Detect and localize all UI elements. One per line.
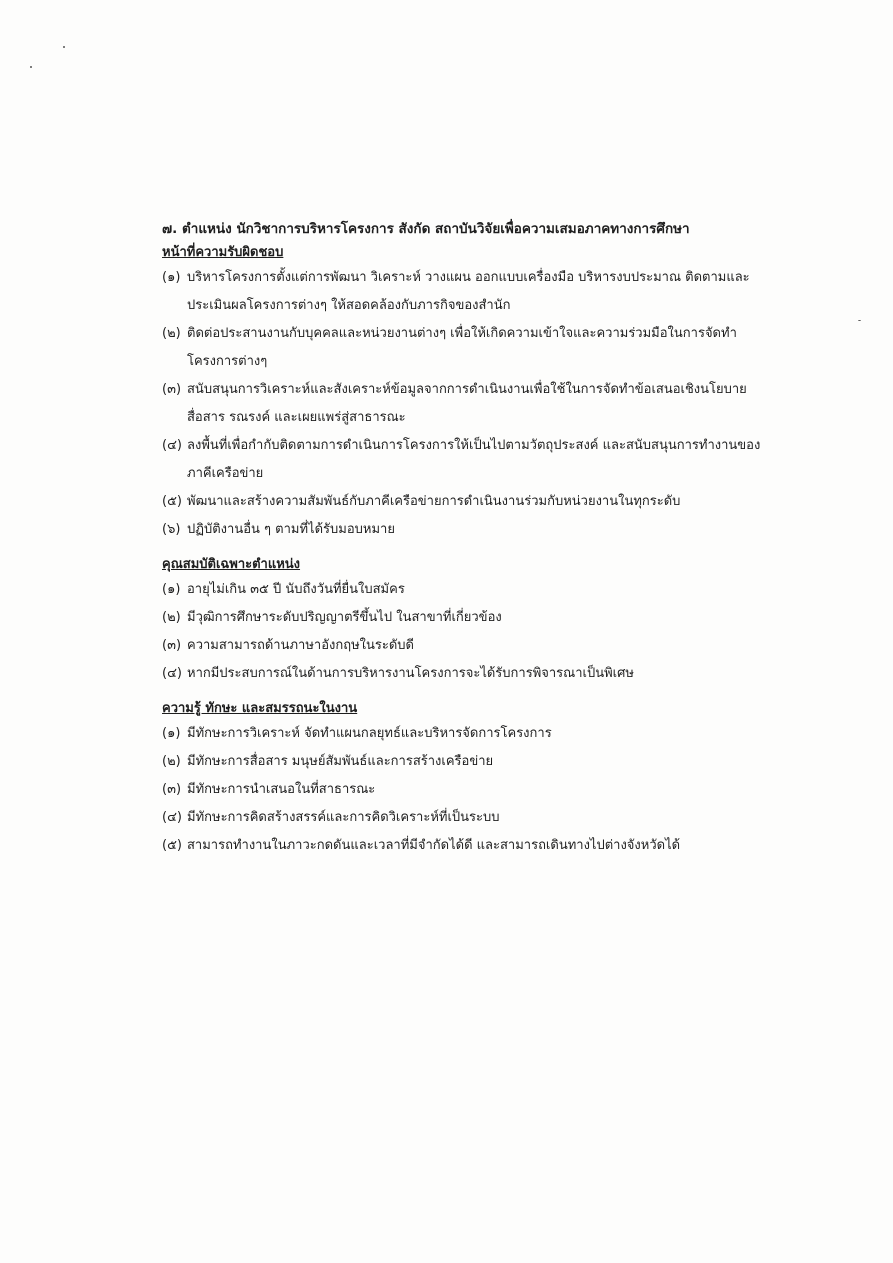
item-text: ความสามารถด้านภาษาอังกฤษในระดับดี	[187, 638, 414, 653]
item-text: มีทักษะการวิเคราะห์ จัดทำแผนกลยุทธ์และบริหารจัดการโครงการ	[187, 726, 552, 741]
scan-speck	[63, 46, 65, 48]
list-item	[162, 632, 822, 660]
list-item	[162, 720, 822, 748]
section-heading: คุณสมบัติเฉพาะตำแหน่ง	[162, 557, 301, 572]
section-skills	[162, 698, 822, 860]
list-item	[162, 488, 822, 516]
list-item	[162, 432, 822, 488]
item-number: (๕)	[162, 838, 182, 853]
item-text: พัฒนาและสร้างความสัมพันธ์กับภาคีเครือข่ายการดำเนินงานร่วมกับหน่วยงานในทุกระดับ	[187, 494, 681, 509]
list-item	[162, 604, 822, 632]
item-number: (๖)	[162, 522, 181, 537]
item-number: (๑)	[162, 582, 181, 597]
item-number: (๑)	[162, 726, 181, 741]
item-text: ติดต่อประสานงานกับบุคคลและหน่วยงานต่างๆ เพื่อให้เกิดความเข้าใจและความร่วมมือในการจัดทำ โครงการต่างๆ	[187, 326, 737, 369]
list-item	[162, 748, 822, 776]
item-number: (๒)	[162, 326, 181, 341]
item-number: (๔)	[162, 666, 182, 681]
item-text: มีวุฒิการศึกษาระดับปริญญาตรีขึ้นไป ในสาขาที่เกี่ยวข้อง	[187, 610, 502, 625]
item-number: (๔)	[162, 438, 182, 453]
list-item	[162, 832, 822, 860]
list-item	[162, 576, 822, 604]
scan-speck	[858, 320, 861, 321]
item-text: มีทักษะการคิดสร้างสรรค์และการคิดวิเคราะห์ที่เป็นระบบ	[187, 810, 500, 825]
section-responsibilities	[162, 242, 822, 544]
item-text: มีทักษะการสื่อสาร มนุษย์สัมพันธ์และการสร้างเครือข่าย	[187, 754, 494, 769]
item-number: (๓)	[162, 782, 182, 797]
item-number: (๕)	[162, 494, 182, 509]
item-text: อายุไม่เกิน ๓๕ ปี นับถึงวันที่ยื่นใบสมัคร	[187, 582, 405, 597]
section-qualifications	[162, 554, 822, 688]
item-number: (๓)	[162, 382, 182, 397]
list-item	[162, 264, 822, 320]
item-text: ปฏิบัติงานอื่น ๆ ตามที่ได้รับมอบหมาย	[187, 522, 395, 537]
item-number: (๓)	[162, 638, 182, 653]
item-text: ลงพื้นที่เพื่อกำกับติดตามการดำเนินการโครงการให้เป็นไปตามวัตถุประสงค์ และสนับสนุนการทำงานของ ภาคีเครือข่าย	[187, 438, 761, 481]
document-body	[162, 218, 822, 860]
item-text: สนับสนุนการวิเคราะห์และสังเคราะห์ข้อมูลจากการดำเนินงานเพื่อใช้ในการจัดทำข้อเสนอเชิงนโยบาย สื่อสาร รณรงค์ และเผยแพร่สู่สาธารณะ	[187, 382, 747, 425]
item-text: สามารถทำงานในภาวะกดดันและเวลาที่มีจำกัดได้ดี และสามารถเดินทางไปต่างจังหวัดได้	[187, 838, 681, 853]
item-number: (๒)	[162, 754, 181, 769]
section-heading: หน้าที่ความรับผิดชอบ	[162, 245, 284, 260]
list-item	[162, 660, 822, 688]
section-heading: ความรู้ ทักษะ และสมรรถนะในงาน	[162, 701, 358, 716]
item-text: บริหารโครงการตั้งแต่การพัฒนา วิเคราะห์ วางแผน ออกแบบเครื่องมือ บริหารงบประมาณ ติดตามและ ประเมินผลโครงการต่างๆ ให้สอดคล้องกับภารกิจของสำนัก	[187, 270, 750, 313]
item-text: มีทักษะการนำเสนอในที่สาธารณะ	[187, 782, 376, 797]
scan-speck	[30, 66, 32, 68]
list-item	[162, 516, 822, 544]
list-item	[162, 320, 822, 376]
list-item	[162, 804, 822, 832]
list-item	[162, 376, 822, 432]
item-number: (๔)	[162, 810, 182, 825]
item-number: (๑)	[162, 270, 181, 285]
position-title: ๗. ตำแหน่ง นักวิชาการบริหารโครงการ สังกัด สถาบันวิจัยเพื่อความเสมอภาคทางการศึกษา	[162, 221, 690, 237]
list-item	[162, 776, 822, 804]
item-number: (๒)	[162, 610, 181, 625]
item-text: หากมีประสบการณ์ในด้านการบริหารงานโครงการจะได้รับการพิจารณาเป็นพิเศษ	[187, 666, 634, 681]
